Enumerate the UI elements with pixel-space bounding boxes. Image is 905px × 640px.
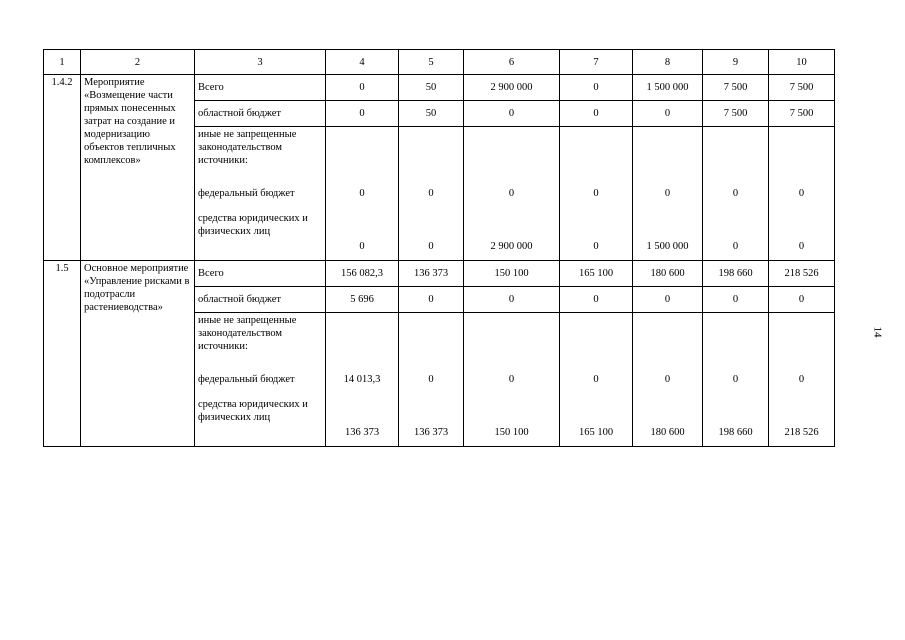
- value-cell: 0: [703, 287, 769, 313]
- table-row: [44, 75, 835, 101]
- header-cell-1: 1: [44, 50, 81, 75]
- legal-value: 0: [593, 241, 599, 252]
- value-cell: 0: [560, 75, 633, 101]
- value-cell: 50: [399, 75, 464, 101]
- value-cell: 0: [464, 287, 560, 313]
- value-cell: 156 082,3: [326, 261, 399, 287]
- budget-table: [43, 49, 835, 447]
- legal-value: 1 500 000: [646, 241, 689, 252]
- value-cell: 180 600: [633, 261, 703, 287]
- legal-value: 0: [732, 241, 739, 252]
- legal-value: 0: [428, 241, 434, 252]
- source-label-other: [195, 127, 326, 261]
- table-body: [44, 50, 835, 447]
- source-label-regional: областной бюджет: [195, 287, 326, 313]
- header-cell-6: 6: [464, 50, 560, 75]
- value-cell: 136 373: [399, 261, 464, 287]
- federal-value: 0: [664, 188, 671, 199]
- federal-budget-label: федеральный бюджет: [198, 374, 295, 385]
- value-cell: 7 500: [769, 75, 835, 101]
- value-cell: 0: [326, 75, 399, 101]
- value-cell: 0: [560, 287, 633, 313]
- federal-value: 0: [664, 374, 671, 385]
- value-cell: [326, 313, 399, 447]
- legal-value: 0: [359, 241, 365, 252]
- federal-value: 0: [798, 188, 805, 199]
- value-cell: 0: [399, 287, 464, 313]
- federal-value: 0: [732, 374, 739, 385]
- page-number: 14: [871, 326, 884, 338]
- value-cell: 5 696: [326, 287, 399, 313]
- legal-value: 150 100: [494, 427, 529, 438]
- legal-entities-label: средства юридических и физических лиц: [198, 213, 308, 237]
- federal-value: 0: [593, 374, 599, 385]
- item-name: Основное мероприятие «Управление рисками в подотрасли растениеводства»: [81, 261, 195, 447]
- header-row: [44, 50, 835, 75]
- federal-value: 0: [732, 188, 739, 199]
- legal-value: 0: [798, 241, 805, 252]
- value-cell: 0: [464, 101, 560, 127]
- legal-value: 2 900 000: [490, 241, 533, 252]
- federal-value: 0: [508, 188, 515, 199]
- table-row: [44, 261, 835, 287]
- source-label-regional: областной бюджет: [195, 101, 326, 127]
- value-cell: 198 660: [703, 261, 769, 287]
- value-cell: 0: [769, 287, 835, 313]
- legal-value: 180 600: [650, 427, 685, 438]
- other-sources-label: иные не запрещенные законодательством источники:: [198, 315, 297, 352]
- legal-value: 136 373: [413, 427, 449, 438]
- value-cell: [464, 313, 560, 447]
- federal-value: 0: [508, 374, 515, 385]
- federal-value: 0: [428, 374, 434, 385]
- source-label-other: [195, 313, 326, 447]
- value-cell: [560, 313, 633, 447]
- item-name: Мероприятие «Возмещение части прямых понесенных затрат на создание и модернизацию объектов тепличных комплексов»: [81, 75, 195, 261]
- item-number: 1.4.2: [44, 75, 81, 261]
- federal-value: 0: [798, 374, 805, 385]
- value-cell: 0: [633, 287, 703, 313]
- header-cell-9: 9: [703, 50, 769, 75]
- header-cell-7: 7: [560, 50, 633, 75]
- value-cell: [769, 127, 835, 261]
- header-cell-10: 10: [769, 50, 835, 75]
- value-cell: [703, 127, 769, 261]
- value-cell: 7 500: [703, 101, 769, 127]
- federal-value: 14 013,3: [343, 374, 381, 385]
- federal-budget-label: федеральный бюджет: [198, 188, 295, 199]
- value-cell: [399, 313, 464, 447]
- federal-value: 0: [593, 188, 599, 199]
- header-cell-4: 4: [326, 50, 399, 75]
- value-cell: 1 500 000: [633, 75, 703, 101]
- other-sources-label: иные не запрещенные законодательством источники:: [198, 129, 297, 166]
- federal-value: 0: [359, 188, 365, 199]
- value-cell: 0: [326, 101, 399, 127]
- item-number: 1.5: [44, 261, 81, 447]
- value-cell: 150 100: [464, 261, 560, 287]
- federal-value: 0: [428, 188, 434, 199]
- value-cell: [633, 313, 703, 447]
- value-cell: [703, 313, 769, 447]
- header-cell-3: 3: [195, 50, 326, 75]
- value-cell: 7 500: [703, 75, 769, 101]
- value-cell: [560, 127, 633, 261]
- legal-value: 198 660: [718, 427, 753, 438]
- value-cell: [769, 313, 835, 447]
- source-label-total: Всего: [195, 75, 326, 101]
- value-cell: 50: [399, 101, 464, 127]
- value-cell: [326, 127, 399, 261]
- value-cell: [633, 127, 703, 261]
- value-cell: [399, 127, 464, 261]
- value-cell: 165 100: [560, 261, 633, 287]
- legal-value: 165 100: [578, 427, 614, 438]
- legal-value: 218 526: [784, 427, 819, 438]
- header-cell-2: 2: [81, 50, 195, 75]
- value-cell: 7 500: [769, 101, 835, 127]
- header-cell-8: 8: [633, 50, 703, 75]
- legal-value: 136 373: [344, 427, 380, 438]
- legal-entities-label: средства юридических и физических лиц: [198, 399, 308, 423]
- value-cell: 0: [560, 101, 633, 127]
- value-cell: [464, 127, 560, 261]
- value-cell: 2 900 000: [464, 75, 560, 101]
- header-cell-5: 5: [399, 50, 464, 75]
- source-label-total: Всего: [195, 261, 326, 287]
- value-cell: 0: [633, 101, 703, 127]
- value-cell: 218 526: [769, 261, 835, 287]
